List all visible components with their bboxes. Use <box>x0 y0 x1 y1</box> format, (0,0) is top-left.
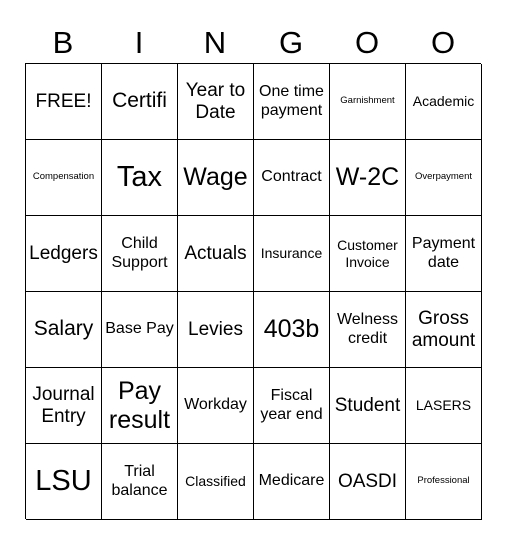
bingo-cell[interactable]: Levies <box>178 292 254 368</box>
bingo-cell[interactable]: Salary <box>26 292 102 368</box>
bingo-cell[interactable]: Wage <box>178 140 254 216</box>
bingo-cell[interactable]: OASDI <box>330 444 406 520</box>
bingo-cell[interactable]: Classified <box>178 444 254 520</box>
header-letter-n: N <box>203 25 227 60</box>
bingo-cell[interactable]: W-2C <box>330 140 406 216</box>
bingo-cell[interactable]: Medicare <box>254 444 330 520</box>
header-letter-b: B <box>52 25 74 60</box>
bingo-cell[interactable]: Pay result <box>102 368 178 444</box>
bingo-board <box>25 63 481 519</box>
header-letter-o-2: O <box>430 25 456 60</box>
bingo-cell[interactable]: LSU <box>26 444 102 520</box>
bingo-cell[interactable]: 403b <box>254 292 330 368</box>
bingo-cell[interactable]: One time payment <box>254 64 330 140</box>
bingo-cell[interactable]: Year to Date <box>178 64 254 140</box>
bingo-header <box>25 22 481 64</box>
bingo-cell[interactable]: Welness credit <box>330 292 406 368</box>
header-letter-g: G <box>278 25 304 60</box>
bingo-cell[interactable]: Academic <box>406 64 482 140</box>
bingo-cell[interactable]: Garnishment <box>330 64 406 140</box>
bingo-cell[interactable]: Tax <box>102 140 178 216</box>
bingo-cell[interactable]: Journal Entry <box>26 368 102 444</box>
bingo-cell[interactable]: Base Pay <box>102 292 178 368</box>
bingo-cell[interactable]: Contract <box>254 140 330 216</box>
bingo-cell[interactable]: Trial balance <box>102 444 178 520</box>
bingo-cell[interactable]: Professional <box>406 444 482 520</box>
bingo-cell[interactable]: LASERS <box>406 368 482 444</box>
bingo-cell[interactable]: Fiscal year end <box>254 368 330 444</box>
bingo-cell[interactable]: Workday <box>178 368 254 444</box>
bingo-cell[interactable]: Payment date <box>406 216 482 292</box>
bingo-cell[interactable]: Actuals <box>178 216 254 292</box>
bingo-cell[interactable]: Customer Invoice <box>330 216 406 292</box>
bingo-cell[interactable]: Gross amount <box>406 292 482 368</box>
bingo-cell[interactable]: Overpayment <box>406 140 482 216</box>
bingo-cell[interactable]: Student <box>330 368 406 444</box>
bingo-cell[interactable]: Certifi <box>102 64 178 140</box>
bingo-cell[interactable]: Insurance <box>254 216 330 292</box>
bingo-cell[interactable]: Ledgers <box>26 216 102 292</box>
bingo-cell[interactable]: FREE! <box>26 64 102 140</box>
bingo-cell[interactable]: Child Support <box>102 216 178 292</box>
bingo-cell[interactable]: Compensation <box>26 140 102 216</box>
header-letter-i: I <box>134 25 144 60</box>
header-letter-o: O <box>354 25 380 60</box>
